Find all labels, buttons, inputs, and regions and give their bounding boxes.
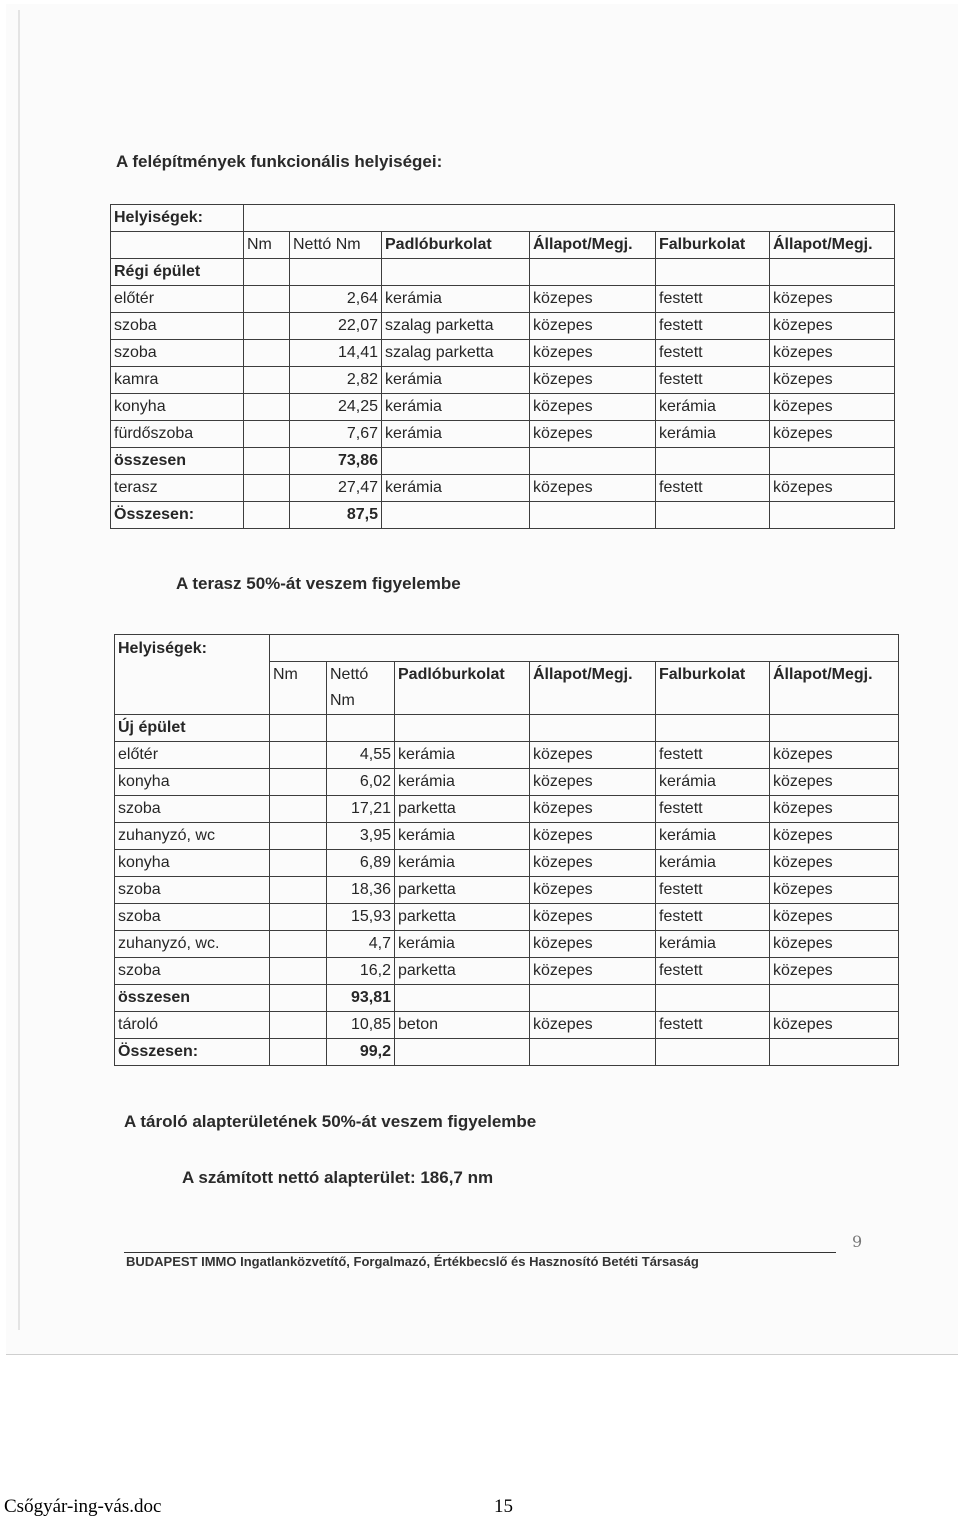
table-label-row — [115, 635, 899, 662]
table-row — [111, 421, 895, 448]
room-name: szoba — [115, 958, 270, 985]
wall-condition — [770, 502, 895, 529]
table-new-building — [114, 634, 899, 1066]
floor-covering: parketta — [395, 904, 530, 931]
wall-condition: közepes — [770, 475, 895, 502]
floor-condition: közepes — [530, 367, 656, 394]
floor-condition — [530, 985, 656, 1012]
table-row — [111, 502, 895, 529]
net-area: 15,93 — [327, 904, 395, 931]
floor-covering: parketta — [395, 796, 530, 823]
floor-covering: kerámia — [382, 367, 530, 394]
net-area: 17,21 — [327, 796, 395, 823]
wall-condition: közepes — [770, 931, 899, 958]
table-row — [111, 367, 895, 394]
net-area: 4,55 — [327, 742, 395, 769]
net-area: 22,07 — [290, 313, 382, 340]
room-name: konyha — [111, 394, 244, 421]
wall-condition: közepes — [770, 742, 899, 769]
table-old-building — [110, 204, 895, 529]
wall-covering: festett — [656, 904, 770, 931]
floor-covering: kerámia — [395, 769, 530, 796]
area-nm-cell — [270, 931, 327, 958]
table-row — [111, 394, 895, 421]
page-heading: A felépítmények funkcionális helyiségei: — [116, 152, 443, 171]
wall-covering — [656, 985, 770, 1012]
floor-condition: közepes — [530, 742, 656, 769]
wall-condition: közepes — [770, 796, 899, 823]
col-header-wall-state: Állapot/Megj. — [770, 232, 895, 259]
net-area: 6,02 — [327, 769, 395, 796]
wall-condition — [770, 448, 895, 475]
room-name: tároló — [115, 1012, 270, 1039]
room-name: zuhanyzó, wc. — [115, 931, 270, 958]
wall-covering: festett — [656, 877, 770, 904]
net-area: 18,36 — [327, 877, 395, 904]
wall-condition: közepes — [770, 877, 899, 904]
wall-covering: kerámia — [656, 931, 770, 958]
area-nm-cell — [244, 394, 290, 421]
section-label: Régi épület — [111, 259, 244, 286]
wall-covering — [656, 1039, 770, 1066]
col-header-nm: Nm — [244, 232, 290, 259]
net-area: 2,82 — [290, 367, 382, 394]
col-header-wall-state: Állapot/Megj. — [770, 662, 899, 715]
floor-covering — [395, 1039, 530, 1066]
wall-condition: közepes — [770, 904, 899, 931]
wall-covering: festett — [656, 367, 770, 394]
table-row — [115, 958, 899, 985]
wall-covering — [656, 502, 770, 529]
wall-condition: közepes — [770, 1012, 899, 1039]
section-row — [115, 715, 899, 742]
net-area: 3,95 — [327, 823, 395, 850]
floor-condition: közepes — [530, 421, 656, 448]
header-blank — [111, 232, 244, 259]
area-nm-cell — [270, 769, 327, 796]
room-name: összesen — [115, 985, 270, 1012]
floor-covering: kerámia — [382, 421, 530, 448]
room-name: szoba — [115, 877, 270, 904]
area-nm-cell — [270, 904, 327, 931]
col-header-netto: Nettó Nm — [327, 662, 395, 715]
note-terrace: A terasz 50%-át veszem figyelembe — [176, 574, 461, 593]
table-row — [115, 742, 899, 769]
wall-condition: közepes — [770, 340, 895, 367]
net-area: 10,85 — [327, 1012, 395, 1039]
rooms-label: Helyiségek: — [111, 205, 244, 232]
table-row — [111, 286, 895, 313]
net-area: 7,67 — [290, 421, 382, 448]
wall-covering — [656, 448, 770, 475]
floor-condition: közepes — [530, 877, 656, 904]
table-label-row — [111, 205, 895, 232]
room-name: fürdőszoba — [111, 421, 244, 448]
table-row — [115, 850, 899, 877]
room-name: szoba — [111, 340, 244, 367]
floor-condition: közepes — [530, 796, 656, 823]
room-name: előtér — [115, 742, 270, 769]
empty-header-cell — [244, 205, 895, 232]
wall-condition: közepes — [770, 313, 895, 340]
col-header-floor: Padlóburkolat — [395, 662, 530, 715]
floor-condition: közepes — [530, 850, 656, 877]
floor-covering: parketta — [395, 958, 530, 985]
footer-rule — [124, 1252, 836, 1253]
area-nm-cell — [270, 796, 327, 823]
binding-edge — [18, 10, 36, 1330]
floor-covering — [382, 448, 530, 475]
area-nm-cell — [270, 985, 327, 1012]
col-header-netto-unit: Nm — [330, 692, 355, 709]
section-label: Új épület — [115, 715, 270, 742]
room-name: terasz — [111, 475, 244, 502]
table-row — [115, 769, 899, 796]
floor-condition: közepes — [530, 769, 656, 796]
header-blank — [115, 662, 270, 715]
table-row — [111, 340, 895, 367]
floor-covering: kerámia — [382, 475, 530, 502]
floor-condition: közepes — [530, 475, 656, 502]
area-nm-cell — [244, 448, 290, 475]
floor-covering — [382, 502, 530, 529]
room-name: szoba — [115, 904, 270, 931]
note-total-area: A számított nettó alapterület: 186,7 nm — [182, 1168, 494, 1187]
note-storage: A tároló alapterületének 50%-át veszem figyelembe — [124, 1112, 537, 1131]
area-nm-cell — [270, 823, 327, 850]
area-nm-cell — [270, 850, 327, 877]
document-page-number: 15 — [494, 1496, 513, 1517]
floor-condition: közepes — [530, 823, 656, 850]
net-area: 6,89 — [327, 850, 395, 877]
room-name: kamra — [111, 367, 244, 394]
room-name: összesen — [111, 448, 244, 475]
net-area: 99,2 — [327, 1039, 395, 1066]
wall-covering: festett — [656, 340, 770, 367]
room-name: konyha — [115, 850, 270, 877]
wall-covering: festett — [656, 313, 770, 340]
wall-covering: kerámia — [656, 823, 770, 850]
table-row — [111, 313, 895, 340]
net-area: 4,7 — [327, 931, 395, 958]
area-nm-cell — [270, 742, 327, 769]
area-nm-cell — [244, 475, 290, 502]
floor-condition — [530, 502, 656, 529]
table-row — [115, 985, 899, 1012]
area-nm-cell — [244, 421, 290, 448]
table-row — [111, 448, 895, 475]
net-area: 24,25 — [290, 394, 382, 421]
floor-covering: parketta — [395, 877, 530, 904]
wall-condition — [770, 1039, 899, 1066]
col-header-wall: Falburkolat — [656, 662, 770, 715]
table-row — [115, 823, 899, 850]
floor-covering: kerámia — [382, 394, 530, 421]
section-row — [111, 259, 895, 286]
wall-covering: festett — [656, 1012, 770, 1039]
floor-condition: közepes — [530, 904, 656, 931]
table-row — [115, 1012, 899, 1039]
floor-condition: közepes — [530, 313, 656, 340]
area-nm-cell — [244, 313, 290, 340]
wall-condition: közepes — [770, 286, 895, 313]
area-nm-cell — [244, 502, 290, 529]
wall-covering: festett — [656, 796, 770, 823]
rooms-label: Helyiségek: — [115, 635, 270, 662]
handwritten-page-number: 9 — [852, 1232, 863, 1251]
wall-condition: közepes — [770, 958, 899, 985]
col-header-floor-state: Állapot/Megj. — [530, 232, 656, 259]
table-row — [115, 904, 899, 931]
col-header-floor-state: Állapot/Megj. — [530, 662, 656, 715]
floor-condition: közepes — [530, 931, 656, 958]
area-nm-cell — [244, 367, 290, 394]
table-header-row — [111, 232, 895, 259]
floor-condition — [530, 448, 656, 475]
floor-condition: közepes — [530, 394, 656, 421]
wall-covering: kerámia — [656, 421, 770, 448]
floor-condition — [530, 1039, 656, 1066]
wall-covering: festett — [656, 958, 770, 985]
floor-condition: közepes — [530, 958, 656, 985]
floor-covering: kerámia — [395, 931, 530, 958]
floor-covering: szalag parketta — [382, 340, 530, 367]
company-footer: BUDAPEST IMMO Ingatlanközvetítő, Forgalmazó, Értékbecslő és Hasznosító Betéti Társaság — [126, 1254, 699, 1269]
wall-covering: festett — [656, 286, 770, 313]
col-header-nm: Nm — [270, 662, 327, 715]
area-nm-cell — [270, 958, 327, 985]
floor-covering: kerámia — [382, 286, 530, 313]
area-nm-cell — [244, 286, 290, 313]
table-row — [111, 475, 895, 502]
table-row — [115, 931, 899, 958]
wall-condition: közepes — [770, 367, 895, 394]
net-area: 2,64 — [290, 286, 382, 313]
wall-covering: kerámia — [656, 850, 770, 877]
floor-covering: kerámia — [395, 742, 530, 769]
wall-condition: közepes — [770, 850, 899, 877]
floor-condition: közepes — [530, 340, 656, 367]
floor-covering: szalag parketta — [382, 313, 530, 340]
net-area: 14,41 — [290, 340, 382, 367]
net-area: 27,47 — [290, 475, 382, 502]
floor-covering: beton — [395, 1012, 530, 1039]
wall-condition: közepes — [770, 394, 895, 421]
floor-covering — [395, 985, 530, 1012]
room-name: előtér — [111, 286, 244, 313]
document-filename: Csőgyár-ing-vás.doc — [4, 1496, 162, 1517]
wall-condition: közepes — [770, 823, 899, 850]
table-row — [115, 796, 899, 823]
room-name: konyha — [115, 769, 270, 796]
table-row — [115, 877, 899, 904]
table-header-row — [115, 662, 899, 715]
floor-condition: közepes — [530, 286, 656, 313]
wall-covering: festett — [656, 475, 770, 502]
floor-covering: kerámia — [395, 823, 530, 850]
area-nm-cell — [270, 1039, 327, 1066]
area-nm-cell — [270, 877, 327, 904]
room-name: szoba — [115, 796, 270, 823]
table-row — [115, 1039, 899, 1066]
wall-covering: kerámia — [656, 769, 770, 796]
wall-covering: kerámia — [656, 394, 770, 421]
room-name: szoba — [111, 313, 244, 340]
col-header-floor: Padlóburkolat — [382, 232, 530, 259]
empty-header-cell — [270, 635, 899, 662]
floor-covering: kerámia — [395, 850, 530, 877]
wall-condition: közepes — [770, 421, 895, 448]
col-header-netto: Nettó Nm — [290, 232, 382, 259]
room-name: Összesen: — [111, 502, 244, 529]
wall-covering: festett — [656, 742, 770, 769]
wall-condition — [770, 985, 899, 1012]
wall-condition: közepes — [770, 769, 899, 796]
net-area: 73,86 — [290, 448, 382, 475]
net-area: 87,5 — [290, 502, 382, 529]
floor-condition: közepes — [530, 1012, 656, 1039]
area-nm-cell — [270, 1012, 327, 1039]
net-area: 16,2 — [327, 958, 395, 985]
net-area: 93,81 — [327, 985, 395, 1012]
area-nm-cell — [244, 340, 290, 367]
room-name: zuhanyzó, wc — [115, 823, 270, 850]
col-header-wall: Falburkolat — [656, 232, 770, 259]
room-name: Összesen: — [115, 1039, 270, 1066]
